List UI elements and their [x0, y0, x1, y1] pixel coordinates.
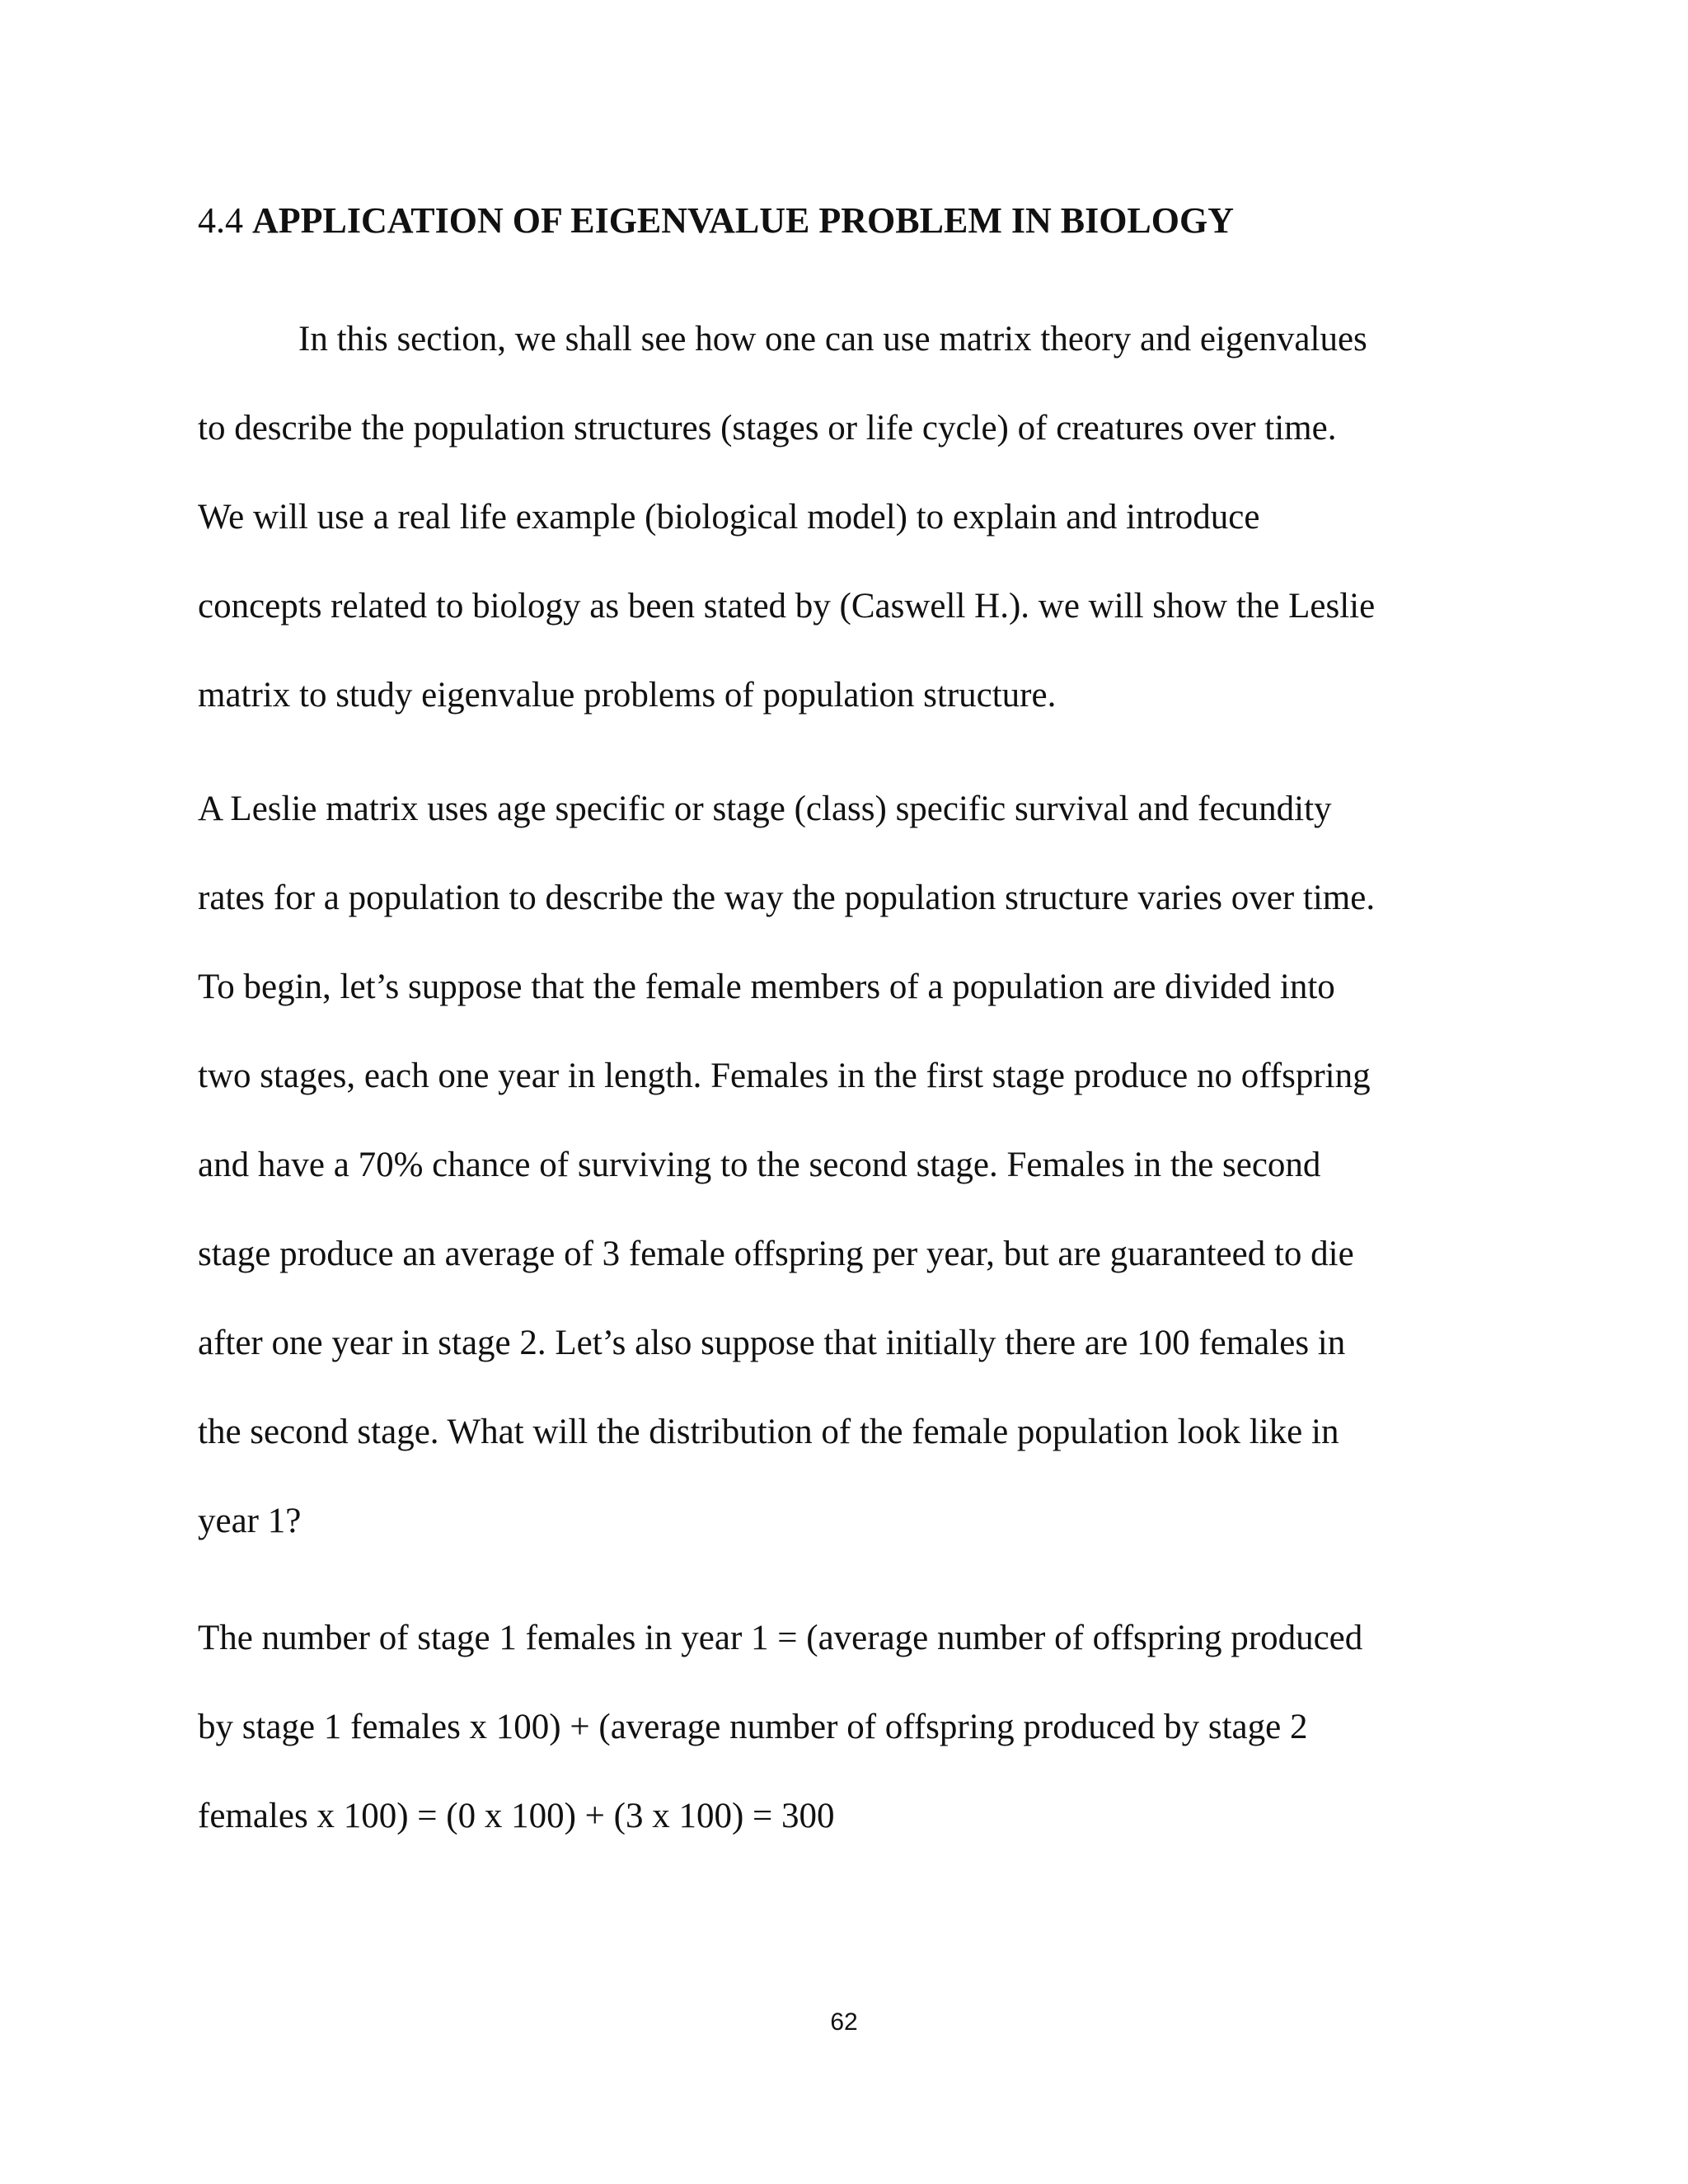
- section-title: APPLICATION OF EIGENVALUE PROBLEM IN BIOLOGY: [252, 200, 1235, 241]
- text-line: after one year in stage 2. Let’s also suppose that initially there are 100 females in: [198, 1324, 1346, 1362]
- text-line: We will use a real life example (biological model) to explain and introduce: [198, 498, 1260, 537]
- paragraph-leslie-matrix: [198, 765, 1500, 1566]
- paragraph-stage-count: [198, 1594, 1500, 1861]
- text-line: and have a 70% chance of surviving to the second stage. Females in the second: [198, 1146, 1321, 1184]
- text-line: A Leslie matrix uses age specific or stage (class) specific survival and fecundity: [198, 790, 1332, 828]
- text-line: rates for a population to describe the way the population structure varies over time.: [198, 879, 1376, 917]
- text-line: females x 100) = (0 x 100) + (3 x 100) = 300: [198, 1797, 835, 1835]
- text-line: year 1?: [198, 1502, 302, 1540]
- page-number: 62: [830, 2008, 858, 2036]
- text-line: The number of stage 1 females in year 1 = (average number of offspring produced: [198, 1619, 1363, 1657]
- text-line: to describe the population structures (stages or life cycle) of creatures over time.: [198, 409, 1337, 448]
- paragraph-intro: [198, 295, 1500, 740]
- text-line: In this section, we shall see how one can use matrix theory and eigenvalues: [298, 320, 1367, 359]
- text-line: by stage 1 females x 100) + (average number of offspring produced by stage 2: [198, 1708, 1308, 1746]
- text-line: two stages, each one year in length. Females in the first stage produce no offspring: [198, 1057, 1371, 1095]
- text-line: concepts related to biology as been stated by (Caswell H.). we will show the Leslie: [198, 587, 1376, 626]
- section-number: 4.4: [198, 200, 243, 241]
- section-heading: [198, 196, 1517, 246]
- text-line: matrix to study eigenvalue problems of population structure.: [198, 676, 1057, 715]
- text-line: the second stage. What will the distribution of the female population look like in: [198, 1413, 1339, 1451]
- text-line: To begin, let’s suppose that the female members of a population are divided into: [198, 968, 1335, 1006]
- text-line: stage produce an average of 3 female offspring per year, but are guaranteed to die: [198, 1235, 1354, 1273]
